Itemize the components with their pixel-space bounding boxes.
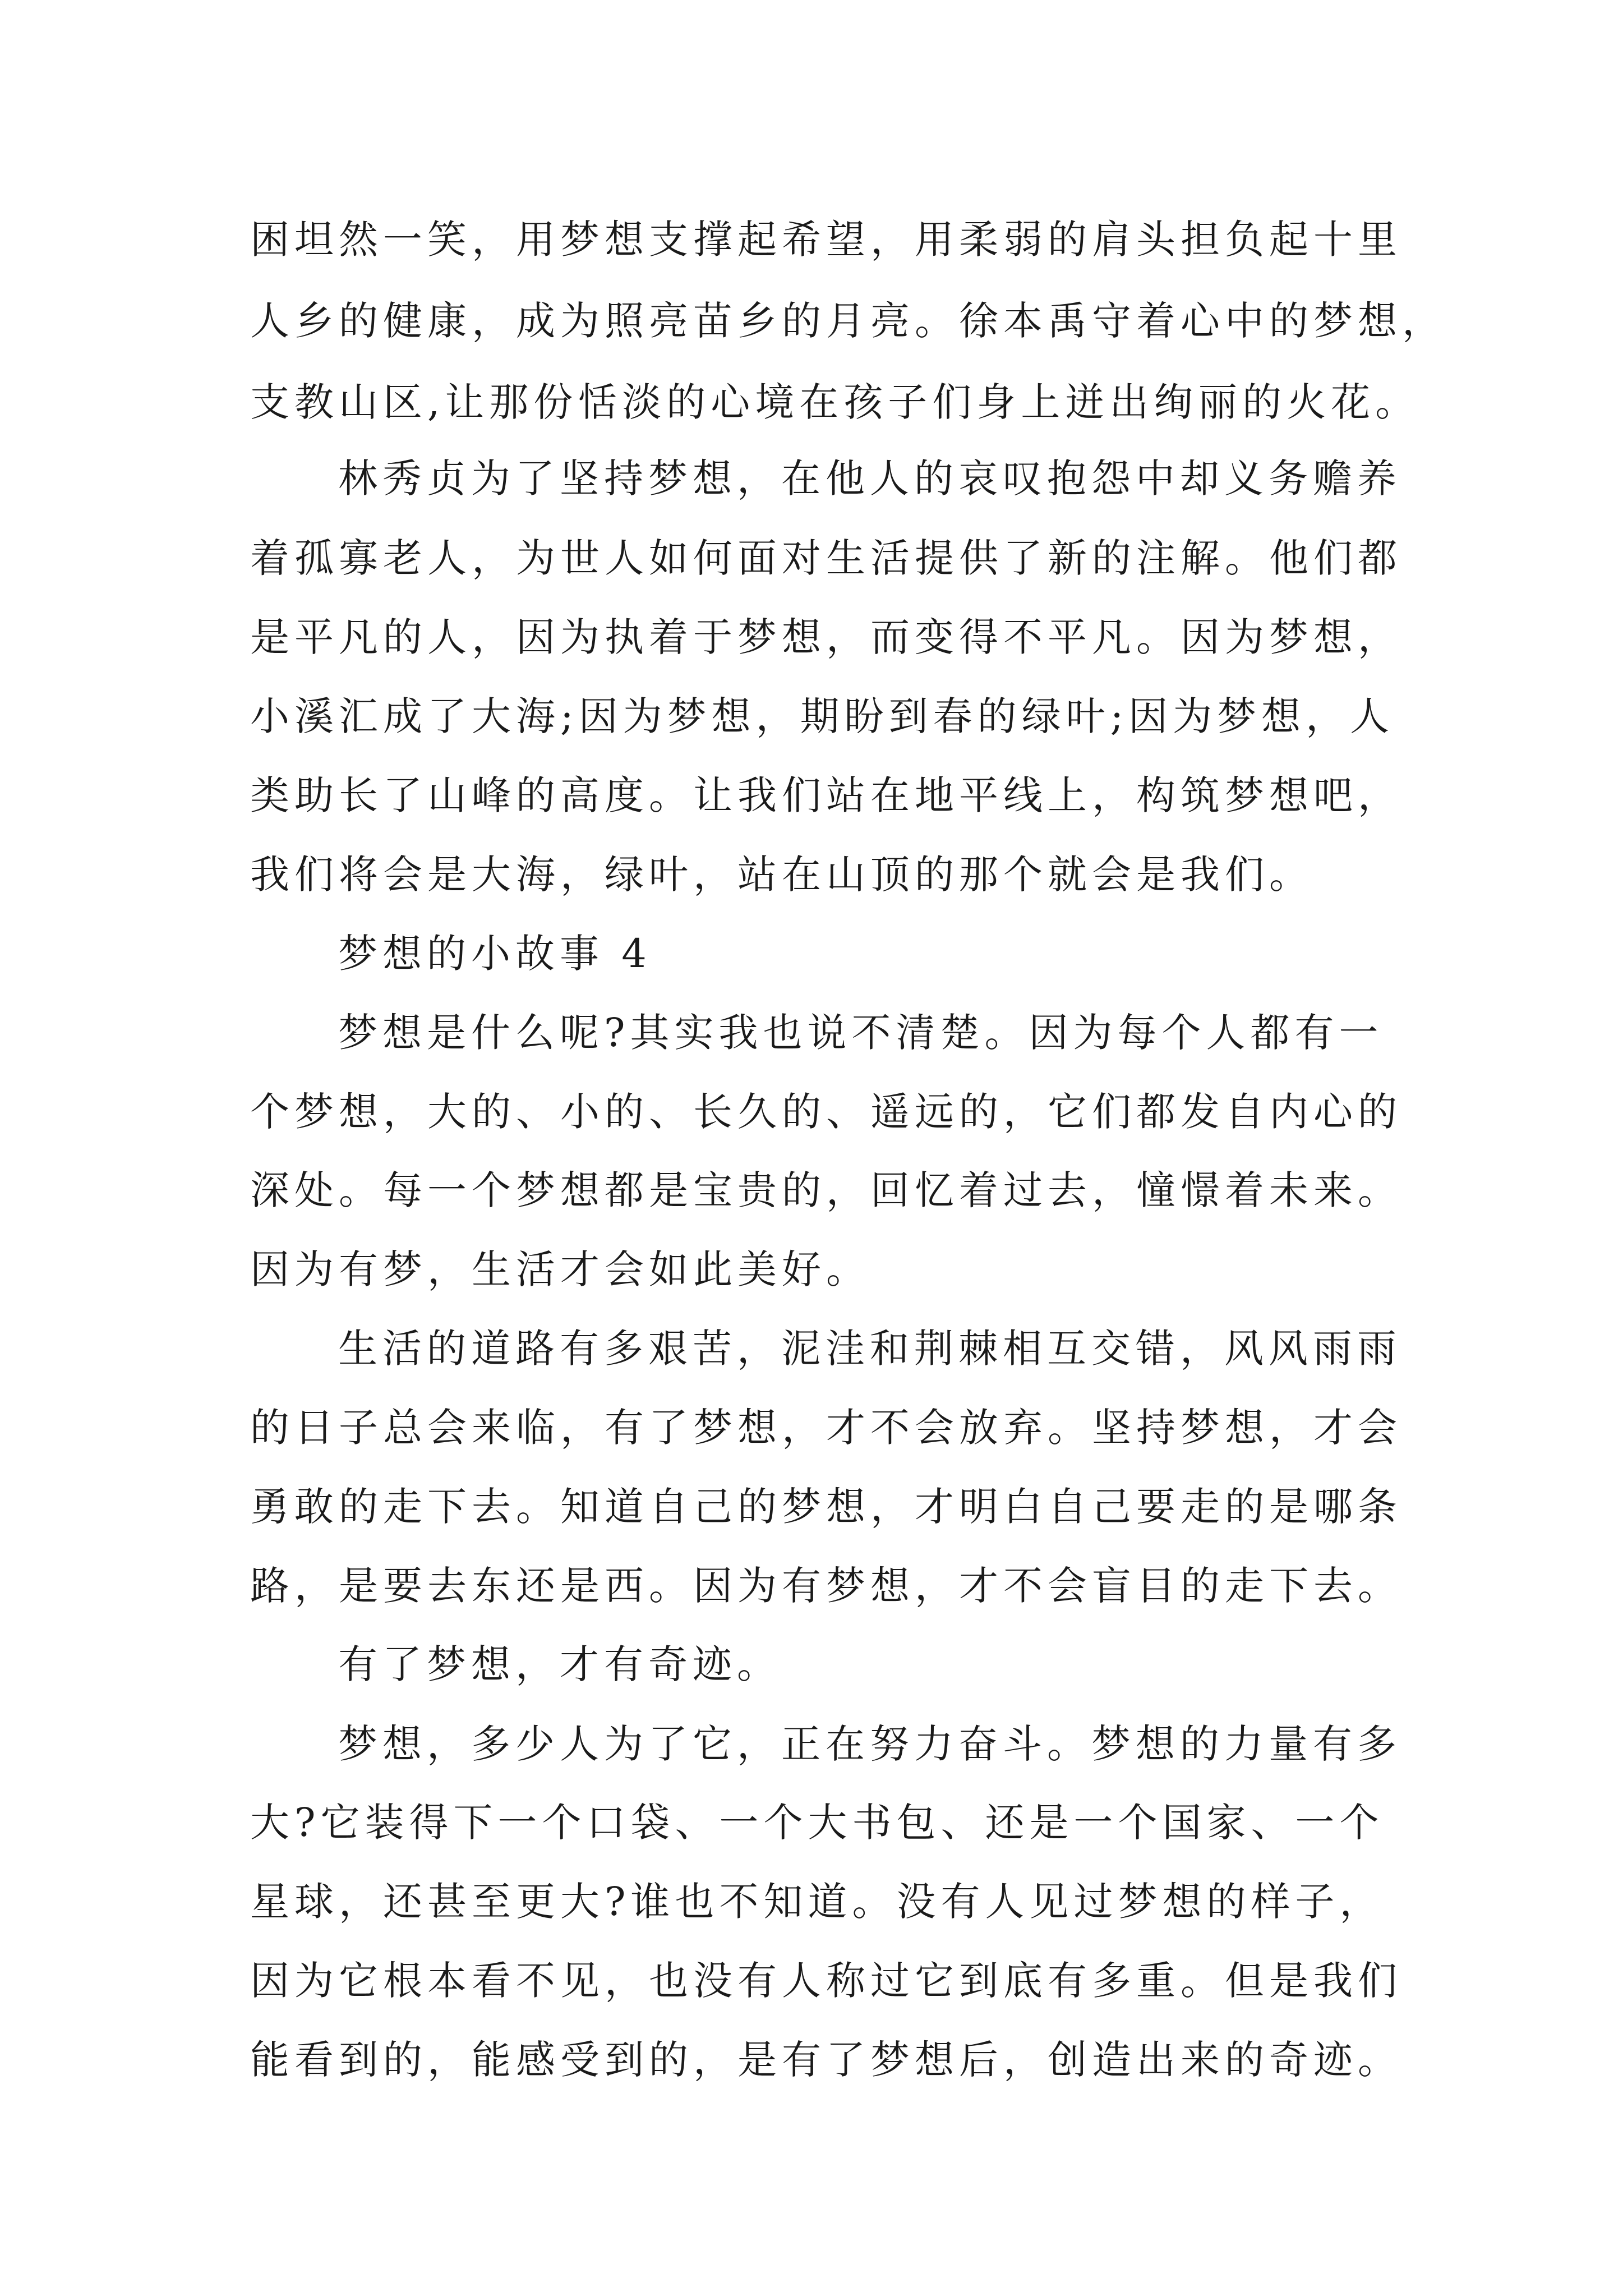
text-line: 星球，还甚至更大?谁也不知道。没有人见过梦想的样子，	[250, 1879, 1384, 1925]
text-line: 个梦想，大的、小的、长久的、遥远的，它们都发自内心的	[250, 1089, 1402, 1135]
text-line: 因为有梦，生活才会如此美好。	[250, 1246, 870, 1292]
text-line: 的日子总会来临，有了梦想，才不会放弃。坚持梦想，才会	[250, 1405, 1402, 1451]
text-line: 能看到的，能感受到的，是有了梦想后，创造出来的奇迹。	[250, 2037, 1402, 2083]
text-line: 类助长了山峰的高度。让我们站在地平线上，构筑梦想吧，	[250, 772, 1402, 818]
section-heading: 梦想的小故事 4	[338, 931, 652, 977]
paragraph-first-line: 生活的道路有多艰苦，泥洼和荆棘相互交错，风风雨雨	[338, 1326, 1401, 1372]
paragraph-first-line: 林秀贞为了坚持梦想，在他人的哀叹抱怨中却义务赡养	[338, 455, 1401, 501]
text-line: 困坦然一笑，用梦想支撑起希望，用柔弱的肩头担负起十里	[250, 217, 1402, 263]
text-line: 我们将会是大海，绿叶，站在山顶的那个就会是我们。	[250, 852, 1313, 898]
text-line: 是平凡的人，因为执着于梦想，而变得不平凡。因为梦想，	[250, 614, 1402, 660]
text-line: 深处。每一个梦想都是宝贵的，回忆着过去，憧憬着未来。	[250, 1167, 1402, 1213]
text-line: 支教山区,让那份恬淡的心境在孩子们身上迸出绚丽的火花。	[250, 379, 1420, 425]
text-line: 路，是要去东还是西。因为有梦想，才不会盲目的走下去。	[250, 1563, 1402, 1609]
text-line: 勇敢的走下去。知道自己的梦想，才明白自己要走的是哪条	[250, 1484, 1402, 1530]
paragraph-first-line: 有了梦想，才有奇迹。	[338, 1641, 781, 1687]
paragraph-first-line: 梦想，多少人为了它，正在努力奋斗。梦想的力量有多	[338, 1721, 1401, 1767]
text-line: 着孤寡老人，为世人如何面对生活提供了新的注解。他们都	[250, 535, 1402, 581]
text-line: 因为它根本看不见，也没有人称过它到底有多重。但是我们	[250, 1958, 1402, 2004]
text-line: 小溪汇成了大海;因为梦想，期盼到春的绿叶;因为梦想，人	[250, 693, 1395, 739]
text-line: 大?它装得下一个口袋、一个大书包、还是一个国家、一个	[250, 1800, 1384, 1846]
paragraph-first-line: 梦想是什么呢?其实我也说不清楚。因为每个人都有一	[338, 1010, 1384, 1056]
text-line: 人乡的健康，成为照亮苗乡的月亮。徐本禹守着心中的梦想，	[250, 298, 1446, 344]
